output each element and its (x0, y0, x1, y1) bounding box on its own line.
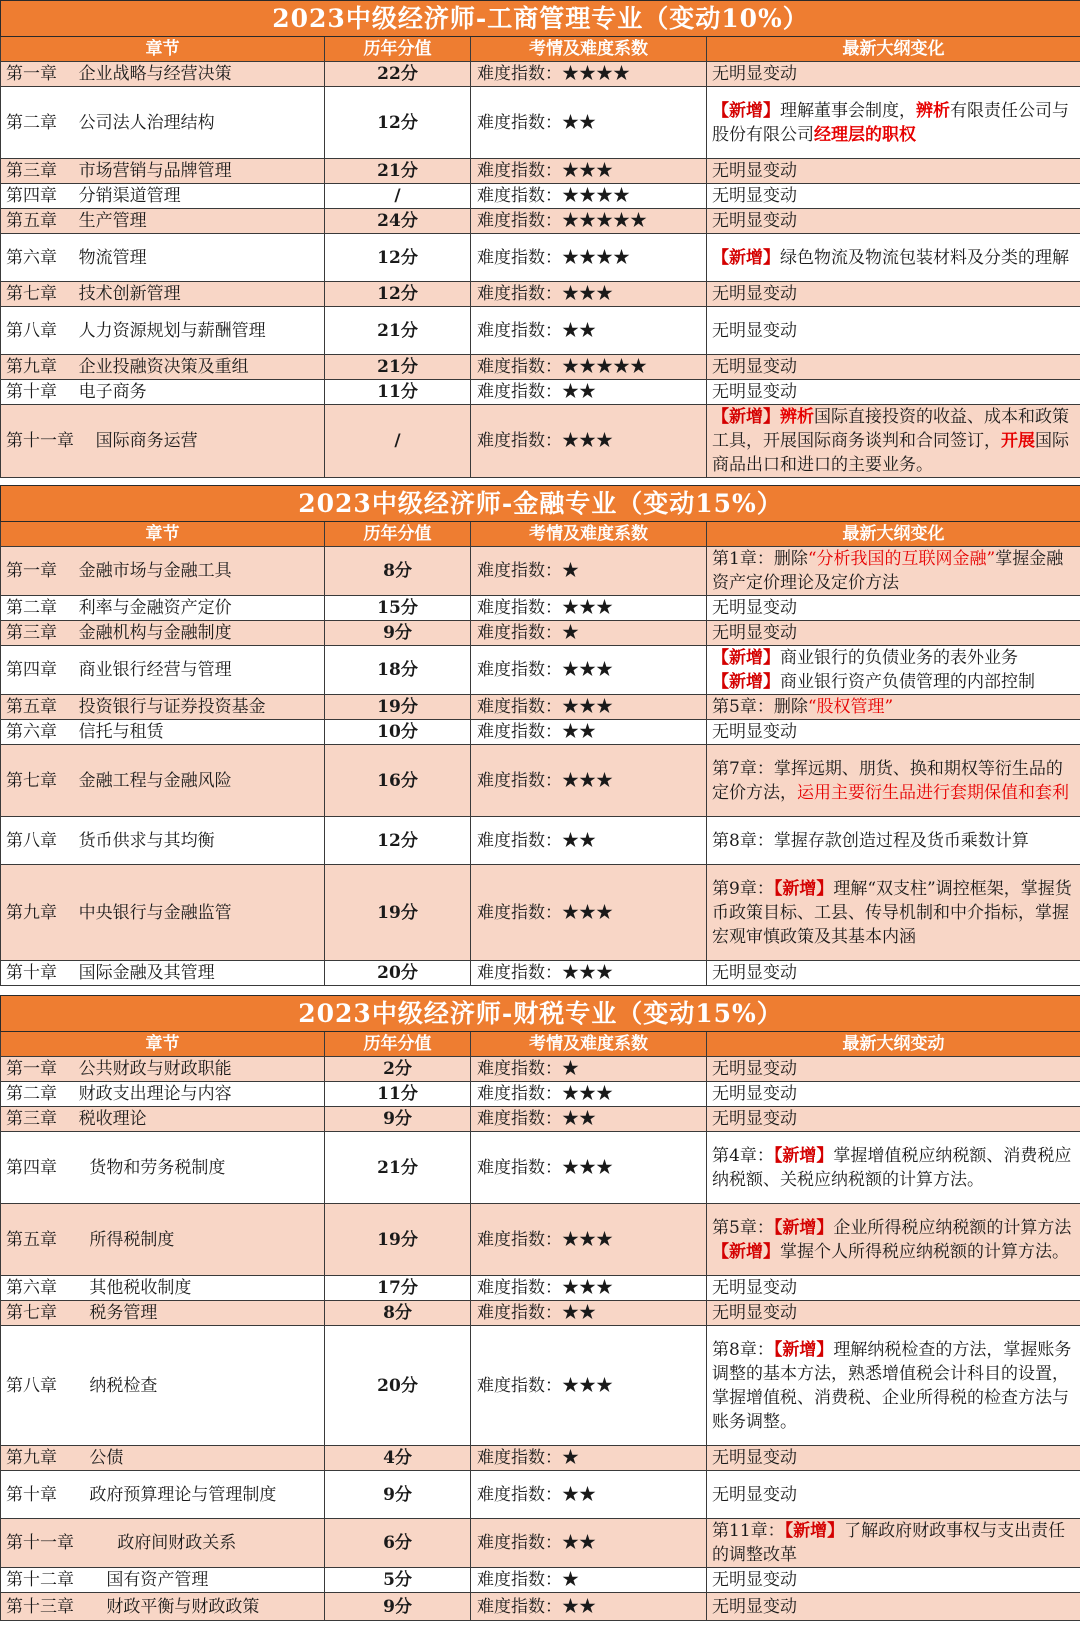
table-row (1, 621, 1080, 646)
table-row (1, 695, 1080, 720)
change-text: 无明显变动 (712, 1596, 797, 1617)
new-tag: 【新增】 (773, 1217, 834, 1238)
difficulty-cell: 难度指数：★ (471, 1057, 707, 1082)
change-text: 无明显变动 (712, 1303, 797, 1323)
change-text: 无明显变动 (712, 320, 797, 341)
difficulty-cell: 难度指数：★★★★★ (471, 209, 707, 234)
chapter-cell: 第二章 利率与金融资产定价 (1, 596, 325, 621)
highlight-text: “分析我国的互联网金融” (807, 549, 996, 569)
header-difficulty: 考情及难度系数 (471, 522, 707, 547)
highlight-text: 运用主要衍生品进行套期保值和套利 (797, 782, 1069, 803)
difficulty-cell: 难度指数：★ (471, 621, 707, 646)
highlight-text: 辨析 (916, 100, 950, 121)
score-cell: 16分 (325, 745, 471, 817)
chapter-cell: 第六章 信托与租赁 (1, 720, 325, 745)
syllabus-change-cell (707, 720, 1080, 745)
new-tag: 【新增】 (712, 648, 780, 668)
chapter-cell: 第八章 货币供求与其均衡 (1, 817, 325, 865)
syllabus-change-cell (707, 184, 1080, 209)
chapter-cell: 第四章 商业银行经营与管理 (1, 646, 325, 695)
chapter-cell: 第三章 市场营销与品牌管理 (1, 159, 325, 184)
chapter-cell: 第五章 所得税制度 (1, 1204, 325, 1276)
syllabus-change-cell (707, 1132, 1080, 1204)
table-row (1, 646, 1080, 695)
difficulty-cell: 难度指数：★★★ (471, 865, 707, 961)
chapter-cell: 第十三章 财政平衡与财政政策 (1, 1593, 325, 1621)
chapter-cell: 第五章 生产管理 (1, 209, 325, 234)
syllabus-change-cell (707, 961, 1080, 986)
syllabus-change-cell (707, 1593, 1080, 1621)
score-cell: 8分 (325, 547, 471, 596)
difficulty-cell: 难度指数：★★★ (471, 1326, 707, 1446)
table-row (1, 1446, 1080, 1471)
chapter-cell: 第一章 企业战略与经营决策 (1, 62, 325, 87)
syllabus-change-cell (707, 1471, 1080, 1519)
change-text: 无明显变动 (712, 598, 797, 618)
table-row (1, 1082, 1080, 1107)
change-text: 第8章：掌握存款创造过程及货币乘数计算 (712, 830, 1029, 851)
change-text: 第1章：删除 (712, 549, 808, 569)
syllabus-change-cell (707, 1519, 1080, 1568)
chapter-cell: 第十章 政府预算理论与管理制度 (1, 1471, 325, 1519)
difficulty-cell: 难度指数：★★★ (471, 596, 707, 621)
header-change: 最新大纲变化 (707, 522, 1080, 547)
syllabus-change-cell (707, 405, 1080, 478)
chapter-cell: 第一章 公共财政与财政职能 (1, 1057, 325, 1082)
header-chapter: 章节 (1, 522, 325, 547)
syllabus-change-cell (707, 596, 1080, 621)
table-row (1, 961, 1080, 986)
syllabus-change-cell (707, 87, 1080, 159)
difficulty-cell: 难度指数：★★★★ (471, 62, 707, 87)
chapter-cell: 第九章 中央银行与金融监管 (1, 865, 325, 961)
change-text: 第4章： (712, 1145, 774, 1166)
section-title: 2023中级经济师-财税专业（变动15%） (1, 996, 1080, 1032)
change-text: 掌握金融资产定价理论及定价方法 (712, 549, 1064, 593)
difficulty-cell: 难度指数：★★ (471, 720, 707, 745)
difficulty-cell: 难度指数：★★ (471, 1301, 707, 1326)
syllabus-change-cell (707, 282, 1080, 307)
change-text: 理解纳税检查的方法，掌握账务调整的基本方法，熟悉增值税会计科目的设置，掌握增值税、消费税、企业所得税的检查方法与账务调整。 (712, 1339, 1072, 1432)
header-score: 历年分值 (325, 37, 471, 62)
difficulty-cell: 难度指数：★★★★★ (471, 355, 707, 380)
table-row (1, 1471, 1080, 1519)
table-row (1, 1057, 1080, 1082)
difficulty-cell: 难度指数：★★★ (471, 695, 707, 720)
difficulty-cell: 难度指数：★ (471, 1568, 707, 1593)
score-cell: 6分 (325, 1519, 471, 1568)
chapter-cell: 第七章 金融工程与金融风险 (1, 745, 325, 817)
change-text: 无明显变动 (712, 1278, 797, 1298)
column-header-row (1, 37, 1080, 62)
table-row (1, 184, 1080, 209)
change-text: 国际直接投资的收益、成本和政策工具，开展国际商务谈判和合同签订， (712, 407, 1069, 451)
score-cell: 9分 (325, 1471, 471, 1519)
syllabus-change-cell (707, 355, 1080, 380)
chapter-cell: 第十二章 国有资产管理 (1, 1568, 325, 1593)
change-text: 无明显变动 (712, 623, 797, 643)
difficulty-cell: 难度指数：★★ (471, 307, 707, 355)
change-text: 无明显变动 (712, 186, 797, 206)
header-chapter: 章节 (1, 37, 325, 62)
chapter-cell: 第七章 税务管理 (1, 1301, 325, 1326)
score-cell: 12分 (325, 817, 471, 865)
chapter-cell: 第五章 投资银行与证券投资基金 (1, 695, 325, 720)
change-text: 商业银行资产负债管理的内部控制 (780, 672, 1035, 692)
chapter-cell: 第四章 分销渠道管理 (1, 184, 325, 209)
syllabus-change-cell (707, 646, 1080, 695)
syllabus-change-cell (707, 1568, 1080, 1593)
change-text: 无明显变动 (712, 1448, 797, 1468)
highlight-text: 开展 (1001, 431, 1035, 451)
score-cell: 4分 (325, 1446, 471, 1471)
difficulty-cell: 难度指数：★★★ (471, 1132, 707, 1204)
score-cell: 20分 (325, 1326, 471, 1446)
chapter-cell: 第十章 电子商务 (1, 380, 325, 405)
score-cell: 9分 (325, 1593, 471, 1621)
change-text: 商业银行的负债业务的表外业务 (780, 648, 1018, 668)
syllabus-change-cell (707, 380, 1080, 405)
table-row (1, 1132, 1080, 1204)
header-change: 最新大纲变动 (707, 1032, 1080, 1057)
change-text: 第7章：掌挥远期、朋货、换和期权等衍生品的定价方法， (712, 758, 1063, 803)
syllabus-change-cell (707, 1326, 1080, 1446)
chapter-cell: 第三章 税收理论 (1, 1107, 325, 1132)
table-row (1, 720, 1080, 745)
change-text: 第5章： (712, 1217, 774, 1238)
change-text: 无明显变动 (712, 382, 797, 402)
table-row (1, 1519, 1080, 1568)
score-cell: 11分 (325, 380, 471, 405)
syllabus-change-cell (707, 865, 1080, 961)
change-text: 无明显变动 (712, 1059, 797, 1079)
score-cell: 10分 (325, 720, 471, 745)
change-text: 无明显变动 (712, 357, 797, 377)
section-title-row (1, 996, 1080, 1032)
syllabus-change-cell (707, 1057, 1080, 1082)
syllabus-change-cell (707, 62, 1080, 87)
syllabus-change-cell (707, 817, 1080, 865)
difficulty-cell: 难度指数：★★★ (471, 1276, 707, 1301)
score-cell: 24分 (325, 209, 471, 234)
difficulty-cell: 难度指数：★★★★ (471, 184, 707, 209)
new-tag: 【新增】 (784, 1521, 845, 1541)
difficulty-cell: 难度指数：★★★ (471, 282, 707, 307)
score-cell: 20分 (325, 961, 471, 986)
table-row (1, 87, 1080, 159)
score-cell: 21分 (325, 355, 471, 380)
chapter-cell: 第六章 物流管理 (1, 234, 325, 282)
difficulty-cell: 难度指数：★★ (471, 87, 707, 159)
header-change: 最新大纲变化 (707, 37, 1080, 62)
change-text: 无明显变动 (712, 1109, 797, 1129)
score-cell: 12分 (325, 87, 471, 159)
change-text: 企业所得税应纳税额的计算方法 (833, 1217, 1072, 1238)
header-score: 历年分值 (325, 1032, 471, 1057)
header-score: 历年分值 (325, 522, 471, 547)
table-row (1, 1326, 1080, 1446)
difficulty-cell: 难度指数：★★ (471, 1107, 707, 1132)
table-row (1, 405, 1080, 478)
difficulty-cell: 难度指数：★★ (471, 1519, 707, 1568)
change-text: 无明显变动 (712, 161, 797, 181)
change-text: 了解政府财政事权与支出责任的调整改革 (712, 1521, 1066, 1565)
new-tag: 【新增】 (773, 878, 834, 899)
score-cell: 9分 (325, 621, 471, 646)
score-cell: 9分 (325, 1107, 471, 1132)
change-text: 无明显变动 (712, 722, 797, 742)
score-cell: 15分 (325, 596, 471, 621)
change-text: 无明显变动 (712, 284, 797, 304)
chapter-cell: 第九章 公债 (1, 1446, 325, 1471)
syllabus-change-cell (707, 307, 1080, 355)
chapter-cell: 第十一章 国际商务运营 (1, 405, 325, 478)
table-row (1, 1107, 1080, 1132)
score-cell: 19分 (325, 1204, 471, 1276)
section-table (0, 0, 1080, 478)
section-title: 2023中级经济师-金融专业（变动15%） (1, 486, 1080, 522)
header-difficulty: 考情及难度系数 (471, 1032, 707, 1057)
syllabus-change-cell (707, 1301, 1080, 1326)
difficulty-cell: 难度指数：★★★ (471, 405, 707, 478)
change-text: 无明显变动 (712, 1570, 797, 1590)
chapter-cell: 第二章 公司法人治理结构 (1, 87, 325, 159)
score-cell: 17分 (325, 1276, 471, 1301)
section-title-row (1, 486, 1080, 522)
score-cell: 18分 (325, 646, 471, 695)
section-table (0, 995, 1080, 1621)
change-text: 理解董事会制度， (780, 100, 916, 121)
change-text: 绿色物流及物流包装材料及分类的理解 (780, 247, 1069, 268)
section-title: 2023中级经济师-工商管理专业（变动10%） (1, 1, 1080, 37)
chapter-cell: 第十一章 政府间财政关系 (1, 1519, 325, 1568)
difficulty-cell: 难度指数：★★★ (471, 1082, 707, 1107)
score-cell: 12分 (325, 282, 471, 307)
chapter-cell: 第一章 金融市场与金融工具 (1, 547, 325, 596)
new-tag: 【新增】 (712, 672, 780, 692)
change-text: 无明显变动 (712, 64, 797, 84)
score-cell: 19分 (325, 865, 471, 961)
table-row (1, 1204, 1080, 1276)
change-text: 掌握增值税应纳税额、消费税应纳税额、关税应纳税额的计算方法。 (712, 1145, 1072, 1190)
score-cell: 22分 (325, 62, 471, 87)
chapter-cell: 第十章 国际金融及其管理 (1, 961, 325, 986)
table-row (1, 745, 1080, 817)
chapter-cell: 第四章 货物和劳务税制度 (1, 1132, 325, 1204)
chapter-cell: 第九章 企业投融资决策及重组 (1, 355, 325, 380)
table-row (1, 865, 1080, 961)
table-row (1, 209, 1080, 234)
change-text: 国际商品出口和进口的主要业务。 (712, 431, 1069, 475)
change-text: 无明显变动 (712, 211, 797, 231)
table-row (1, 234, 1080, 282)
highlight-text: 经理层的职权 (814, 124, 916, 145)
score-cell: 8分 (325, 1301, 471, 1326)
table-row (1, 1568, 1080, 1593)
difficulty-cell: 难度指数：★★★ (471, 961, 707, 986)
column-header-row (1, 1032, 1080, 1057)
table-row (1, 380, 1080, 405)
header-chapter: 章节 (1, 1032, 325, 1057)
difficulty-cell: 难度指数：★ (471, 1446, 707, 1471)
change-text: 无明显变动 (712, 963, 797, 983)
score-cell: 2分 (325, 1057, 471, 1082)
highlight-text: “股权管理” (807, 697, 894, 717)
table-row (1, 596, 1080, 621)
syllabus-change-cell (707, 745, 1080, 817)
change-text: 掌握个人所得税应纳税额的计算方法。 (780, 1241, 1069, 1262)
table-row (1, 282, 1080, 307)
score-cell: 11分 (325, 1082, 471, 1107)
new-tag: 【新增】 (773, 1145, 834, 1166)
difficulty-cell: 难度指数：★★ (471, 1471, 707, 1519)
difficulty-cell: 难度指数：★★ (471, 1593, 707, 1621)
table-row (1, 307, 1080, 355)
syllabus-change-cell (707, 209, 1080, 234)
section-title-row (1, 1, 1080, 37)
change-text: 无明显变动 (712, 1084, 797, 1104)
chapter-cell: 第八章 纳税检查 (1, 1326, 325, 1446)
score-cell: 12分 (325, 234, 471, 282)
table-row (1, 817, 1080, 865)
syllabus-change-cell (707, 234, 1080, 282)
table-row (1, 1593, 1080, 1621)
new-tag: 【新增】 (712, 247, 780, 268)
change-text: 第9章： (712, 878, 774, 899)
syllabus-change-cell (707, 1276, 1080, 1301)
difficulty-cell: 难度指数：★★★★ (471, 234, 707, 282)
score-cell: 5分 (325, 1568, 471, 1593)
table-row (1, 355, 1080, 380)
chapter-cell: 第六章 其他税收制度 (1, 1276, 325, 1301)
change-text: 第11章： (712, 1521, 785, 1541)
difficulty-cell: 难度指数：★ (471, 547, 707, 596)
difficulty-cell: 难度指数：★★★ (471, 745, 707, 817)
difficulty-cell: 难度指数：★★★ (471, 1204, 707, 1276)
difficulty-cell: 难度指数：★★ (471, 380, 707, 405)
header-difficulty: 考情及难度系数 (471, 37, 707, 62)
score-cell: 21分 (325, 159, 471, 184)
table-row (1, 159, 1080, 184)
score-cell: 21分 (325, 1132, 471, 1204)
table-row (1, 1301, 1080, 1326)
table-row (1, 1276, 1080, 1301)
syllabus-change-cell (707, 159, 1080, 184)
difficulty-cell: 难度指数：★★★ (471, 159, 707, 184)
highlight-text: 辨析 (780, 407, 814, 427)
difficulty-cell: 难度指数：★★ (471, 817, 707, 865)
change-text: 理解“双支柱”调控框架，掌握货币政策目标、工县、传导机制和中介指标，掌握宏观审慎政策及其基本内涵 (712, 878, 1072, 947)
new-tag: 【新增】 (773, 1339, 834, 1360)
change-text: 第8章： (712, 1339, 774, 1360)
chapter-cell: 第三章 金融机构与金融制度 (1, 621, 325, 646)
syllabus-change-cell (707, 621, 1080, 646)
syllabus-change-cell (707, 1204, 1080, 1276)
chapter-cell: 第八章 人力资源规划与薪酬管理 (1, 307, 325, 355)
section-table (0, 485, 1080, 986)
syllabus-change-cell (707, 1446, 1080, 1471)
chapter-cell: 第七章 技术创新管理 (1, 282, 325, 307)
new-tag: 【新增】 (712, 100, 780, 121)
syllabus-change-cell (707, 695, 1080, 720)
change-text: 无明显变动 (712, 1484, 797, 1505)
syllabus-change-cell (707, 547, 1080, 596)
new-tag: 【新增】 (712, 407, 780, 427)
score-cell: / (325, 184, 471, 209)
chapter-cell: 第二章 财政支出理论与内容 (1, 1082, 325, 1107)
change-text: 有限责任公司与股份有限公司 (712, 100, 1069, 145)
difficulty-cell: 难度指数：★★★ (471, 646, 707, 695)
score-cell: 19分 (325, 695, 471, 720)
score-cell: 21分 (325, 307, 471, 355)
column-header-row (1, 522, 1080, 547)
change-text: 第5章：删除 (712, 697, 808, 717)
new-tag: 【新增】 (712, 1241, 780, 1262)
syllabus-change-cell (707, 1082, 1080, 1107)
syllabus-change-cell (707, 1107, 1080, 1132)
table-row (1, 62, 1080, 87)
table-row (1, 547, 1080, 596)
score-cell: / (325, 405, 471, 478)
